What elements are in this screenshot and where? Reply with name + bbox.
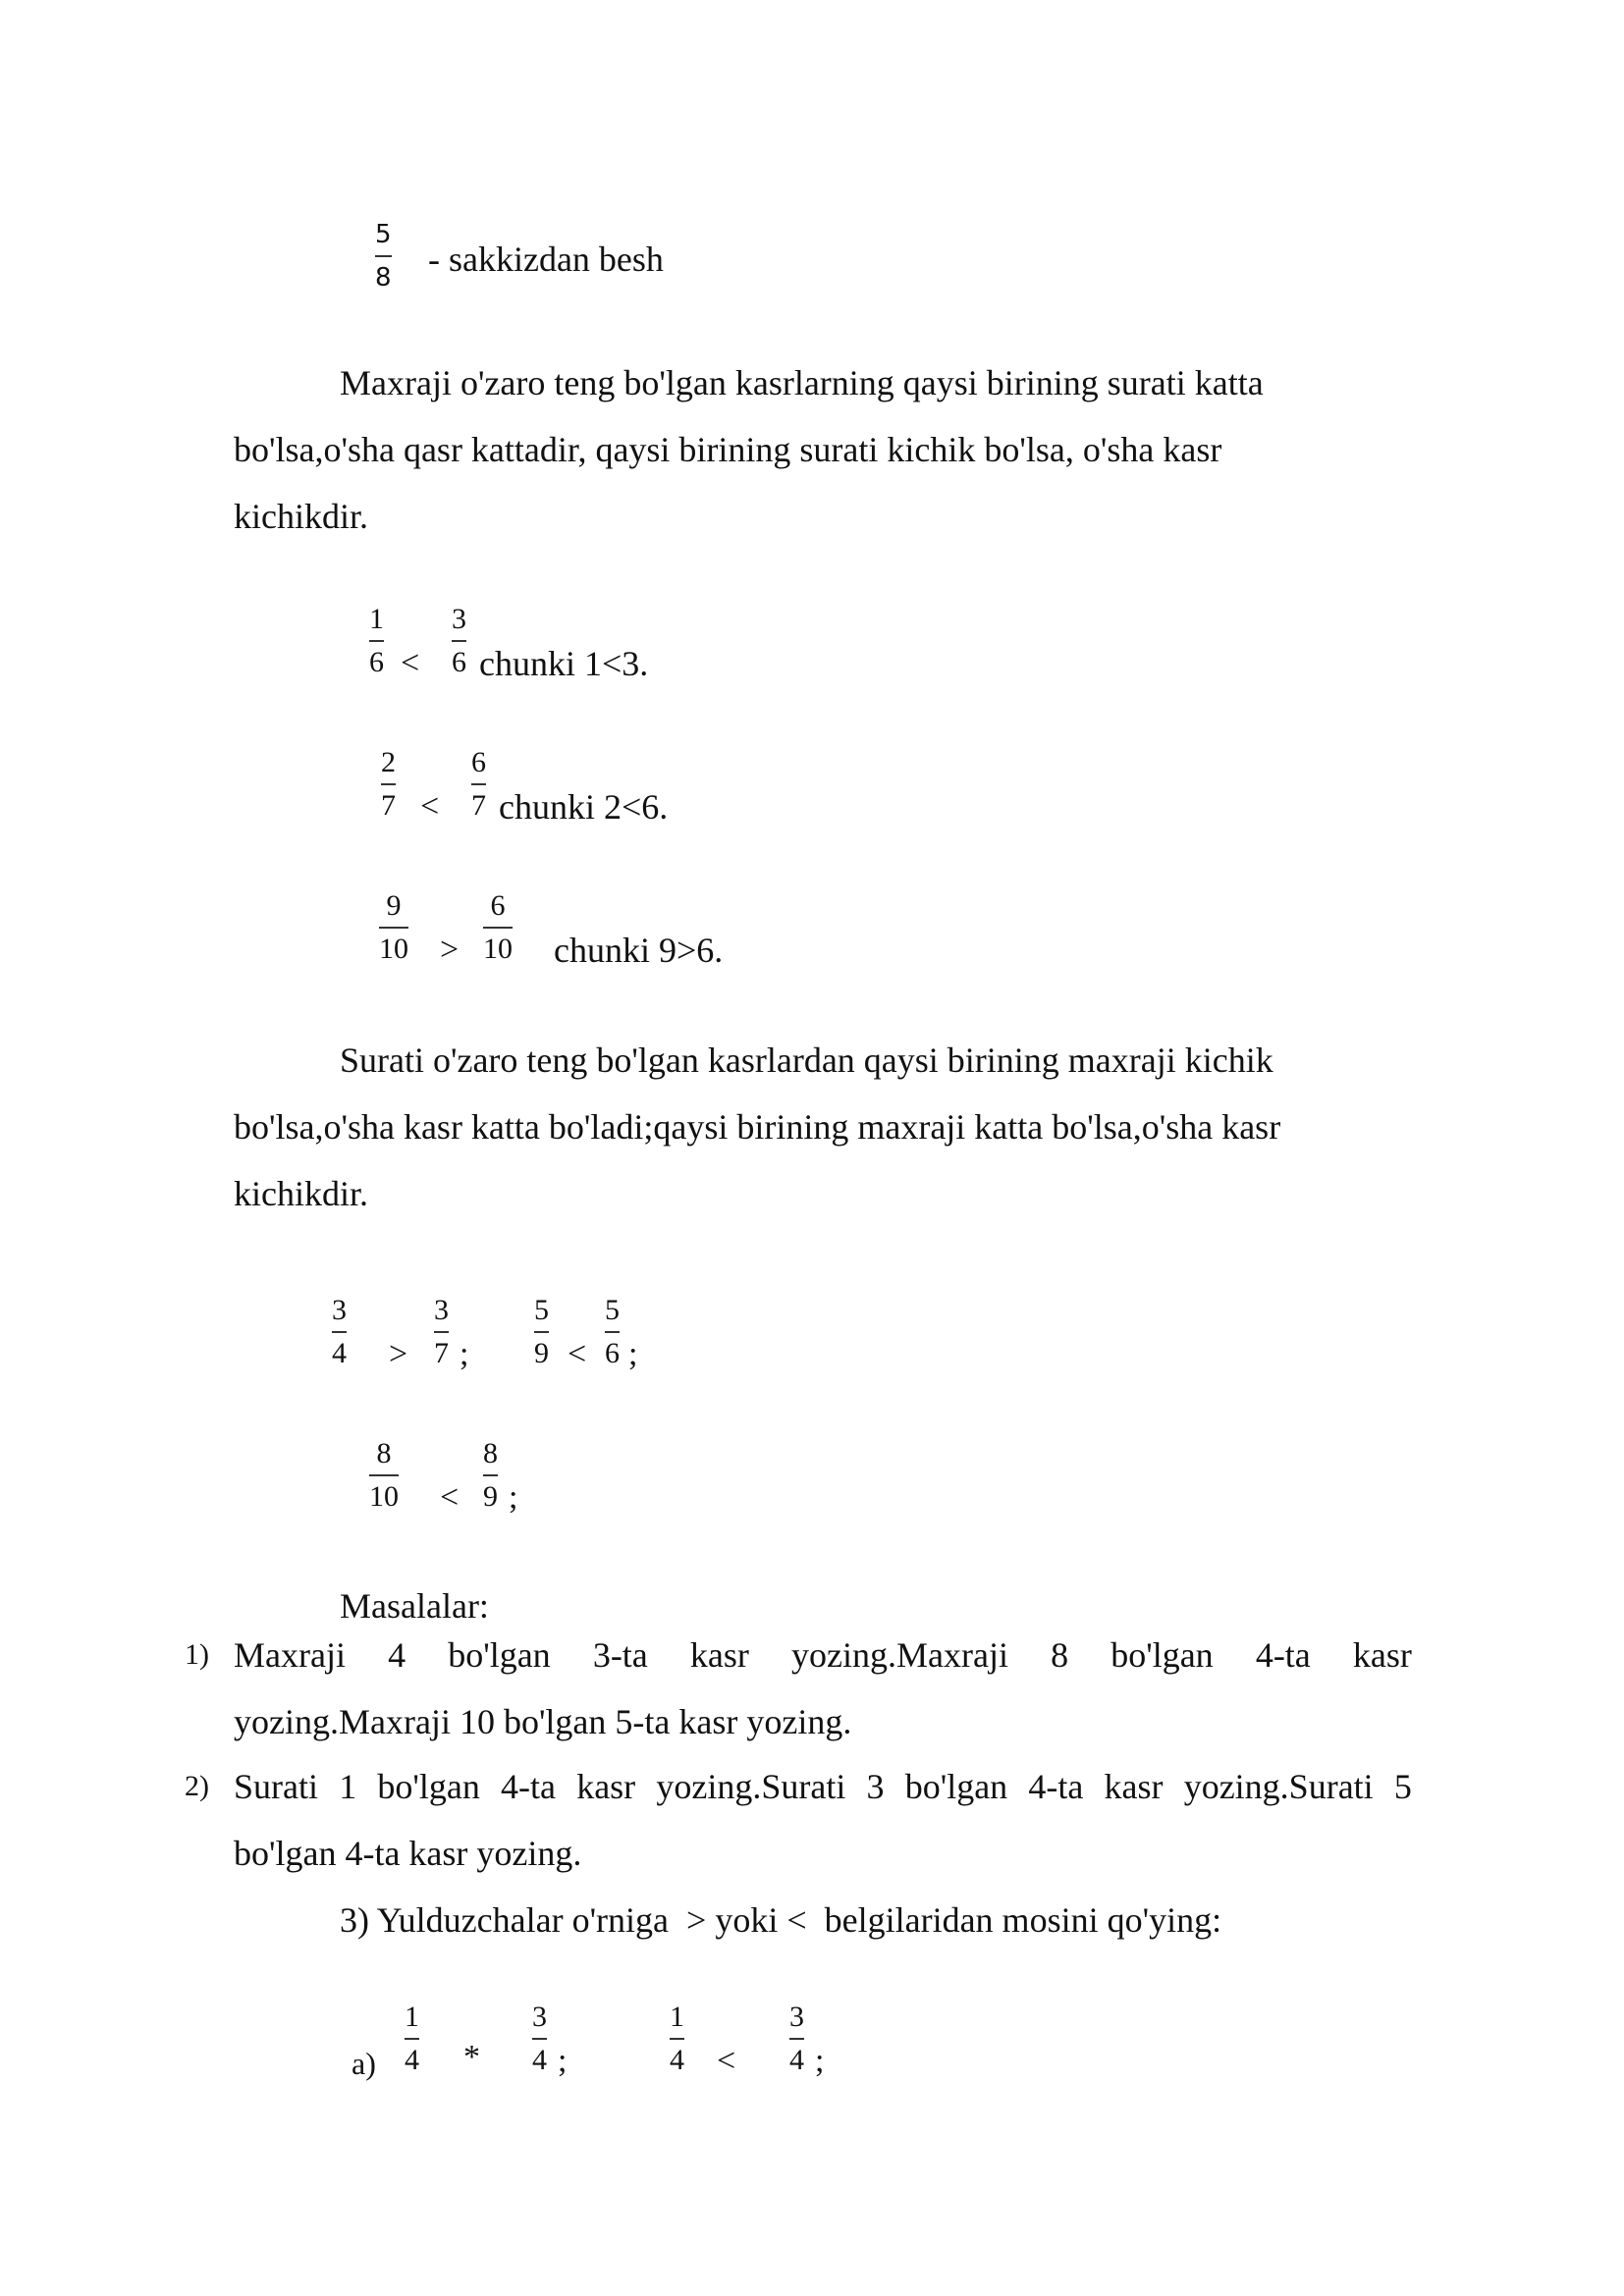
fraction	[483, 1437, 498, 1514]
denominator: 9	[534, 1337, 549, 1369]
placeholder-operator: *	[463, 2039, 480, 2075]
numerator: 2	[381, 746, 396, 778]
fraction-bar	[369, 1474, 399, 1476]
numerator: 1	[369, 603, 384, 635]
word: kasr	[1352, 1635, 1412, 1675]
numerator: 8	[483, 1437, 498, 1469]
fraction	[605, 1294, 620, 1370]
rule1-line2: bo'lsa,o'sha qasr kattadir, qaysi birining surati kichik bo'lsa, o'sha kasr	[234, 430, 1222, 469]
separator: ;	[815, 2043, 825, 2079]
fraction-bar	[375, 255, 392, 257]
fraction-bar	[471, 783, 486, 785]
comparison-operator: <	[440, 1479, 460, 1516]
rule1-line3: kichikdir.	[234, 497, 368, 536]
separator: ;	[509, 1479, 518, 1516]
fraction-bar	[534, 1331, 549, 1333]
denominator: 4	[670, 2044, 684, 2076]
fraction-bar	[452, 640, 466, 642]
word: 4	[388, 1635, 406, 1675]
reason-text: chunki 2<6.	[499, 787, 669, 827]
comparison-operator: >	[389, 1336, 408, 1372]
numerator: 8	[376, 1437, 392, 1469]
word: yozing.Surati	[656, 1767, 846, 1806]
comparison-operator: <	[420, 788, 440, 825]
word: 4-ta	[1255, 1635, 1311, 1675]
denominator: 9	[483, 1480, 498, 1513]
fraction-bar	[434, 1331, 449, 1333]
comparison-operator: >	[440, 932, 460, 968]
word: kasr	[689, 1635, 749, 1675]
word: 1	[339, 1767, 357, 1806]
task1-line1	[234, 1633, 1412, 1677]
rule1-line1	[234, 349, 1412, 416]
numerator: 5	[605, 1294, 620, 1326]
numerator: 3	[434, 1294, 449, 1326]
word: yozing.Surati	[1183, 1767, 1374, 1806]
fraction-bar	[332, 1331, 347, 1333]
denominator: 8	[375, 263, 392, 293]
list-marker: 1)	[185, 1638, 209, 1671]
fraction	[434, 1294, 449, 1370]
denominator: 7	[471, 789, 486, 822]
fraction	[381, 746, 396, 823]
numerator: 3	[789, 2001, 804, 2033]
numerator: 5	[534, 1294, 549, 1326]
denominator: 6	[605, 1337, 620, 1369]
fraction-bar	[381, 783, 396, 785]
word: yozing.Maxraji	[791, 1635, 1008, 1675]
fraction	[369, 1437, 399, 1514]
denominator: 4	[405, 2044, 419, 2076]
tasks-heading: Masalalar:	[340, 1586, 489, 1626]
numerator: 6	[490, 889, 506, 922]
word: bo'lgan	[904, 1767, 1008, 1806]
fraction	[789, 2001, 804, 2077]
word: 3-ta	[592, 1635, 648, 1675]
reason-text: chunki 1<3.	[479, 644, 649, 683]
denominator: 4	[332, 1337, 347, 1369]
comparison-operator: <	[568, 1336, 587, 1372]
numerator: 3	[332, 1294, 347, 1326]
comparison-operator: <	[717, 2043, 736, 2079]
denominator: 6	[452, 646, 466, 678]
fraction	[452, 603, 466, 679]
task2-line2: bo'lgan 4-ta kasr yozing.	[234, 1834, 582, 1873]
word: bo'lgan	[377, 1767, 480, 1806]
fraction-bar	[789, 2038, 804, 2040]
numerator: 1	[405, 2001, 419, 2033]
fraction-intro	[375, 218, 392, 294]
rule1-paragraph	[234, 349, 1412, 550]
numerator: 3	[532, 2001, 547, 2033]
denominator: 7	[434, 1337, 449, 1369]
word: 3	[866, 1767, 885, 1806]
denominator: 7	[381, 789, 396, 822]
denominator: 4	[532, 2044, 547, 2076]
fraction-bar	[483, 927, 513, 929]
fraction	[405, 2001, 419, 2077]
rule2-paragraph	[234, 1027, 1412, 1227]
fraction-bar	[379, 927, 408, 929]
word: Surati	[234, 1767, 318, 1806]
rule1-line1-text: Maxraji o'zaro teng bo'lgan kasrlarning qaysi birining surati katta	[340, 363, 1264, 402]
rule2-line3: kichikdir.	[234, 1174, 368, 1213]
comparison-operator: <	[401, 645, 420, 681]
rule2-line1	[234, 1027, 1412, 1094]
fraction	[471, 746, 486, 823]
word: kasr	[576, 1767, 636, 1806]
denominator: 4	[789, 2044, 804, 2076]
list-marker: 2)	[185, 1770, 209, 1802]
word: 8	[1051, 1635, 1069, 1675]
denominator: 10	[369, 1480, 399, 1513]
fraction	[534, 1294, 549, 1370]
numerator: 6	[471, 746, 486, 778]
fraction-bar	[369, 640, 384, 642]
fraction	[332, 1294, 347, 1370]
fraction	[532, 2001, 547, 2077]
exercise-label: a)	[352, 2046, 376, 2081]
fraction	[379, 889, 408, 966]
reason-text: chunki 9>6.	[554, 931, 724, 970]
word: 5	[1393, 1767, 1412, 1806]
word: 4-ta	[1028, 1767, 1084, 1806]
separator: ;	[460, 1336, 469, 1372]
fraction	[369, 603, 384, 679]
denominator: 6	[369, 646, 384, 678]
denominator: 10	[483, 933, 513, 965]
fraction-bar	[532, 2038, 547, 2040]
denominator: 10	[379, 933, 408, 965]
numerator: 1	[670, 2001, 684, 2033]
fraction	[483, 889, 513, 966]
word: bo'lgan	[448, 1635, 551, 1675]
separator: ;	[558, 2043, 568, 2079]
rule2-line2: bo'lsa,o'sha kasr katta bo'ladi;qaysi birining maxraji katta bo'lsa,o'sha kasr	[234, 1107, 1281, 1147]
task1-line2: yozing.Maxraji 10 bo'lgan 5-ta kasr yozing.	[234, 1702, 852, 1741]
rule2-line1-text: Surati o'zaro teng bo'lgan kasrlardan qaysi birining maxraji kichik	[340, 1041, 1273, 1080]
word: bo'lgan	[1110, 1635, 1214, 1675]
fraction-bar	[405, 2038, 419, 2040]
numerator: 3	[452, 603, 466, 635]
fraction-bar	[483, 1474, 498, 1476]
intro-text: - sakkizdan besh	[428, 240, 664, 279]
fraction-bar	[670, 2038, 684, 2040]
word: kasr	[1104, 1767, 1164, 1806]
task3-line: 3) Yulduzchalar o'rniga > yoki < belgilaridan mosini qo'ying:	[340, 1900, 1222, 1940]
word: 4-ta	[501, 1767, 556, 1806]
numerator: 9	[386, 889, 402, 922]
separator: ;	[628, 1336, 638, 1372]
fraction	[670, 2001, 684, 2077]
word: Maxraji	[234, 1635, 346, 1675]
fraction-bar	[605, 1331, 620, 1333]
task2-line1	[234, 1765, 1412, 1808]
numerator: 5	[375, 220, 392, 249]
